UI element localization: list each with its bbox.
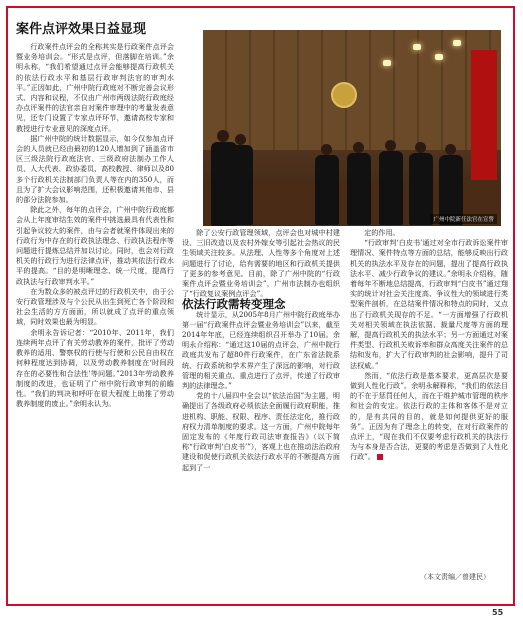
- ceiling-light-icon: [413, 44, 421, 50]
- ceiling-light-icon: [453, 40, 461, 46]
- paragraph: [350, 371, 508, 463]
- person-head: [353, 142, 364, 153]
- section-heading: 案件点评效果日益显现: [16, 22, 147, 37]
- editor-signature: （本文责编／曾建民）: [420, 573, 490, 581]
- paragraph: 除了公安行政管理领域，点评会也对城中村建设、三旧改造以及农村外嫁女等引起社会热议的民生领域关注较多。从法理、人性等多个角度对上述问题进行了讨论，给有需要的地区和行政机关提供了更多的参考意见。目前，除了广州中院的“行政案件点评会暨业务培训会”，广州市法制办也组织了“行政复议案例点评会”。: [182, 228, 340, 299]
- paragraph: 余明永告诉记者：“2010年、2011年，我们连续两年点评了有关劳动教养的案件，批评了劳动教养的适用、警察权的行使与行使和公民自由权在何种程度达到协调，以及劳动教养制度在‘时间段存在的必要性和合法性’等问题。”2013年劳动教养制度的改进，也证明了广州中院行政审判的前瞻性。“我们的判决和呼吁在很大程度上助推了劳动教养制度的废止。”余明永认为。: [16, 327, 174, 409]
- person-figure: [315, 155, 339, 225]
- courtroom-photo: [203, 30, 501, 226]
- person-head: [321, 144, 332, 155]
- photo-caption: 广州中院新任法官在宣誓: [430, 214, 497, 224]
- column-3: [350, 228, 508, 597]
- person-head: [445, 144, 456, 155]
- paragraph: “行政审判‘白皮书’通过对全市行政诉讼案件审理情况、案件特点等方面的总结，能够反映出行政机关的执法水平及存在的问题，提出了提高行政执法水平、减少行政争议的建议。”余明永介绍称，随着每年不断地总结提高，行政审判“白皮书”通过翔实的统计对社会关注度高、争议性大的领域进行类型案件剖析，在总结案件情况和特点的同时，又点出了行政机关现存的不足。“一方面增强了行政机关对相关领域在执法依据、裁量尺度等方面的理解，提高行政机关的执法水平；另一方面通过对案件类型、行政机关败诉率和群众高度关注案件的总结和发布，扩大了行政审判的社会影响，提升了司法权威。”: [350, 238, 508, 370]
- person-head: [235, 134, 246, 145]
- person-head: [385, 140, 396, 151]
- flag-icon: [471, 50, 497, 200]
- page-number: 55: [492, 608, 504, 617]
- paragraph: 党的十八届四中全会以“依法治国”为主题，明确提出了各级政府必须依法全面履行政府职能，推进机构、职能、权限、程序、责任法定化，推行政府权力清单制度的要求。这一方面，广州中院每年固定发布的《年度行政司法审查报告》（以下简称“行政审判‘白皮书’”），客观上也在推动法治政府建设和促使行政机关依法行政水平的不断提高方面起到了一: [182, 391, 340, 472]
- ceiling-light-icon: [435, 54, 443, 60]
- column-2: [182, 228, 340, 597]
- paragraph: 据广州中院的统计数据显示，如今仅参加点评会的人员就已经由最初的120人增加到了涵盖省市区三级法院行政庭法官、三级政府法制办工作人员、人大代表、政协委员、高校教授、律师以及80多个行政机关法制部门负责人等在内的350人，而且为了扩大会议影响范围，还积极邀请其他市、县的部分法院参加。: [16, 133, 174, 205]
- court-emblem-icon: [331, 82, 357, 108]
- person-head: [217, 130, 229, 142]
- paragraph-text: 然而，“依法行政是基本要求，更高层次是要做到人性化行政”。余明永解释称，“我们的依法目的不在于惩罚任何人，而在于维护城市管理的秩序和社会的安定。依法行政的主体和客体不是对立的，是有共同的目的，就是如何提供更好的服务”。正因为有了理念上的转变，在对行政案件的点评上，“现在我们不仅要考虑行政机关的执法行为与本身是否合法，更要的考虑是否做到了人性化行政”。: [350, 370, 508, 462]
- person-figure: [379, 151, 403, 225]
- paragraph: 在为数众多的被点评过的行政机关中，由于公安行政管理涉及与个公民从出生到死亡各个阶段和社会生活的方方面面，所以就成了点评的重点领域，同时效果也最为明显。: [16, 286, 174, 327]
- paragraph: 除此之外，每年的点评会，广州中院行政庭都会从上年度审结生效的案件中挑选最具有代表性和引起争议较大的案件，由与会者就案件体现出来的行政行为中存在的行政执法理念、行政执法程序等问题进行提炼总结并加以讨论。同时，也会对行政机关的行政行为进行法律点评，推动其依法行政水平的提高。“目的是明晰理念、统一尺度，提高行政执法与行政审判水平。”: [16, 205, 174, 286]
- person-head: [415, 142, 426, 153]
- person-figure: [347, 153, 371, 225]
- paragraph: 统计显示，从2005年8月广州中院行政庭举办第一届“行政案件点评会暨业务培训会”以来，截至2014年年底，已经连续组织召开举办了10届。余明永介绍称：“通过这10届的点评会，广州中院行政庭共发布了超80件行政案件，在广东省法院系统、行政系统和学术界产生了深远的影响，对行政管理的相关重点、重点进行了点评，传递了行政审判的法律理念。”: [182, 309, 340, 391]
- person-figure: [231, 145, 253, 225]
- end-mark-icon: [377, 454, 383, 460]
- person-figure: [409, 153, 433, 225]
- section-heading: 依法行政需转变理念: [182, 297, 286, 312]
- column-1: [16, 42, 174, 597]
- paragraph: 行政案件点评会的全称其实是行政案件点评会暨业务培训会。“形式是点评，但落脚在培训。”余明永称，“我们希望通过点评会能够提高行政机关的依法行政水平和基层行政审判法官的审判水平。”正因如此，广州中院行政庭对不断完善会议形式、内容和议程，不仅由广州市两级法院行政庭经办点评案件的法官亲自对案件审理中的考量发表意见，还专门设置了专家点评环节，邀请高校专家和教授进行专业意见的深度点评。: [16, 42, 174, 133]
- ceiling-light-icon: [383, 60, 391, 66]
- paragraph: 定的作用。: [364, 228, 400, 237]
